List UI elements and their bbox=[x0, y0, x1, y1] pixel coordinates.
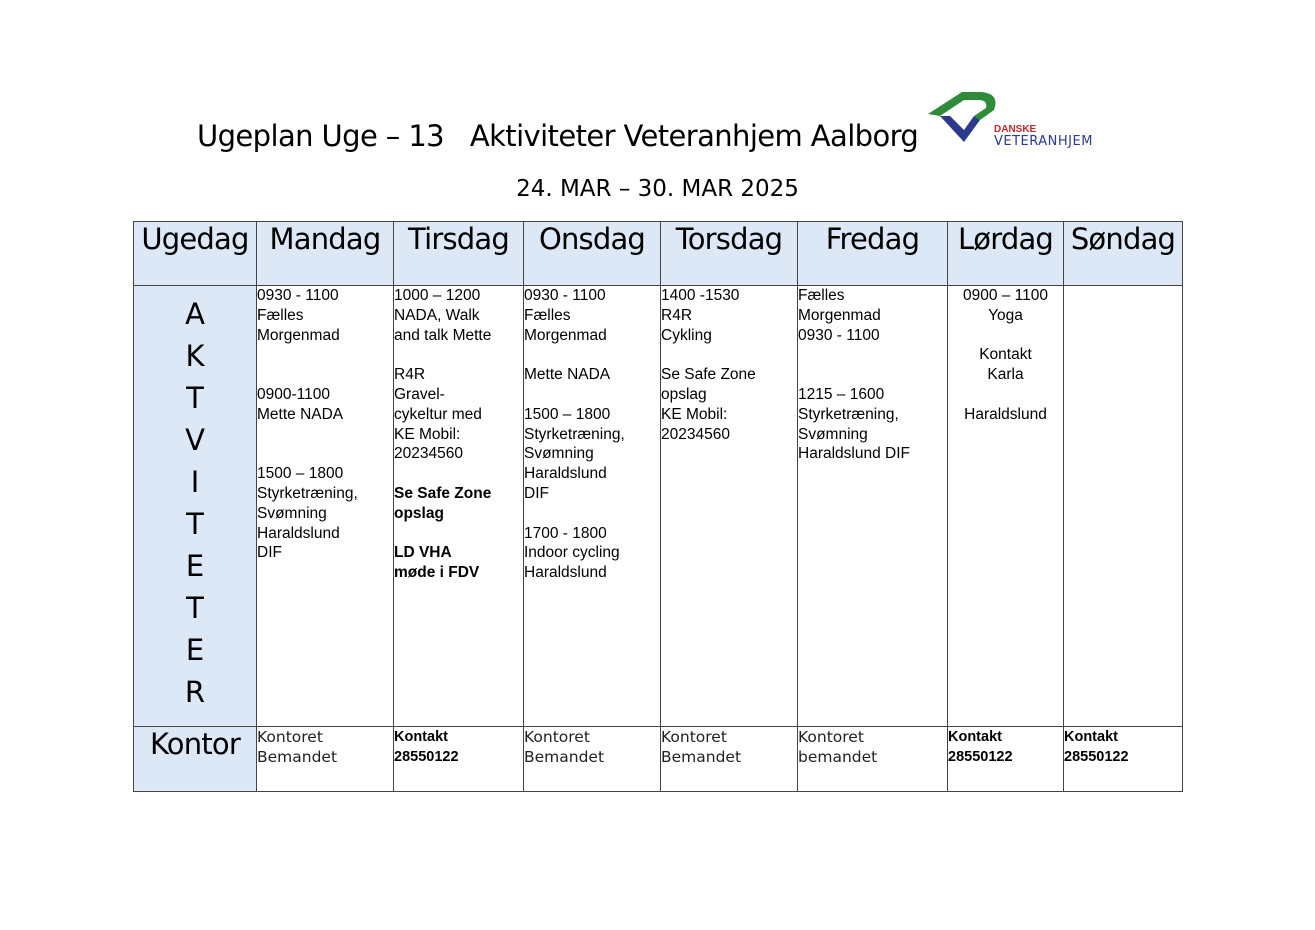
activity-line: Haraldslund DIF bbox=[798, 445, 910, 463]
activity-line: Morgenmad bbox=[524, 326, 607, 344]
activity-line: Morgenmad bbox=[798, 306, 881, 324]
activity-line bbox=[394, 345, 523, 365]
header-cell-day: Torsdag bbox=[661, 222, 798, 286]
activity-line: DIF bbox=[524, 484, 549, 502]
activity-cell-onsdag bbox=[524, 286, 661, 727]
activity-line: DIF bbox=[257, 544, 282, 562]
activity-line: 20234560 bbox=[661, 425, 730, 443]
activities-side-label bbox=[134, 286, 257, 727]
activity-line bbox=[257, 345, 393, 365]
danske-veteranhjem-logo bbox=[924, 88, 1124, 152]
activity-line: R4R bbox=[394, 366, 426, 384]
activities-label-letter: E bbox=[185, 633, 205, 667]
activity-line: 1500 – 1800 bbox=[257, 465, 344, 483]
page-title: Ugeplan Uge – 13 Aktiviteter Veteranhjem Aalborg bbox=[197, 119, 919, 153]
header-row bbox=[134, 222, 1183, 286]
activities-row bbox=[134, 286, 1183, 727]
activity-line: Svømning bbox=[798, 425, 868, 443]
activity-line bbox=[948, 326, 1063, 346]
office-cell bbox=[257, 727, 394, 792]
activity-cell-tirsdag bbox=[394, 286, 524, 727]
activity-line bbox=[524, 385, 660, 405]
activity-line bbox=[661, 345, 797, 365]
activity-cell-torsdag bbox=[661, 286, 798, 727]
activities-label-letter: V bbox=[185, 423, 205, 457]
activity-line: R4R bbox=[661, 306, 693, 324]
activity-line bbox=[798, 345, 947, 365]
activity-line: KE Mobil: bbox=[394, 425, 461, 443]
office-cell bbox=[1064, 727, 1183, 792]
activity-line: Haraldslund bbox=[257, 524, 340, 542]
activity-line: Gravel- bbox=[394, 385, 445, 403]
office-line: Kontakt bbox=[948, 729, 1002, 745]
activity-line: Fælles bbox=[798, 287, 845, 304]
activity-line: NADA, Walk bbox=[394, 306, 480, 324]
activities-label-letter: I bbox=[190, 465, 200, 499]
office-line: Bemandet bbox=[661, 748, 742, 766]
office-line: Kontoret bbox=[257, 728, 323, 746]
activity-line: opslag bbox=[394, 504, 444, 522]
activity-line: Styrketræning, bbox=[524, 425, 625, 443]
activity-line: Morgenmad bbox=[257, 326, 340, 344]
activities-label-letter: A bbox=[185, 297, 205, 331]
activity-line: Karla bbox=[987, 366, 1024, 384]
activity-line: 0930 - 1100 bbox=[524, 287, 606, 304]
office-line: Kontoret bbox=[524, 728, 590, 746]
activities-label-letter: E bbox=[185, 549, 205, 583]
header-cell-ugedag: Ugedag bbox=[134, 222, 257, 286]
office-cell bbox=[524, 727, 661, 792]
activity-line bbox=[257, 425, 393, 445]
activities-label-letter: T bbox=[186, 591, 204, 625]
activity-line bbox=[257, 444, 393, 464]
activity-line: 0900 – 1100 bbox=[962, 287, 1049, 304]
activity-line: Haraldslund bbox=[524, 564, 607, 582]
activities-label-letter: T bbox=[186, 381, 204, 415]
activity-line: 0930 - 1100 bbox=[798, 326, 880, 344]
office-cell bbox=[661, 727, 798, 792]
activity-line bbox=[394, 464, 523, 484]
activities-label-letter: K bbox=[185, 339, 205, 373]
activity-line: 1215 – 1600 bbox=[798, 385, 885, 403]
activity-line: 1000 – 1200 bbox=[394, 287, 481, 304]
activity-line bbox=[524, 504, 660, 524]
activity-line: Se Safe Zone bbox=[394, 484, 492, 502]
logo-line-2: VETERANHJEM bbox=[994, 134, 1093, 149]
header-cell-day: Onsdag bbox=[524, 222, 661, 286]
activity-line: møde i FDV bbox=[394, 564, 480, 582]
activity-line: Styrketræning, bbox=[257, 484, 358, 502]
activities-label-letter: T bbox=[186, 507, 204, 541]
office-line: 28550122 bbox=[394, 749, 459, 765]
activity-line: 0930 - 1100 bbox=[257, 287, 339, 304]
office-cell bbox=[798, 727, 948, 792]
office-line: 28550122 bbox=[1064, 749, 1129, 765]
header-cell-day: Lørdag bbox=[948, 222, 1064, 286]
week-plan-table bbox=[133, 221, 1183, 792]
activity-line: Se Safe Zone bbox=[661, 366, 756, 384]
activity-line: Styrketræning, bbox=[798, 405, 899, 423]
activity-cell-sondag bbox=[1064, 286, 1183, 727]
activity-line: Svømning bbox=[524, 445, 594, 463]
office-line: Kontakt bbox=[1064, 729, 1118, 745]
activity-line: Mette NADA bbox=[257, 405, 344, 423]
header-cell-day: Søndag bbox=[1064, 222, 1183, 286]
office-line: bemandet bbox=[798, 748, 878, 766]
logo-line-1: DANSKE bbox=[994, 124, 1037, 135]
office-line: Kontakt bbox=[394, 729, 448, 745]
office-cell bbox=[948, 727, 1064, 792]
activity-line: 0900-1100 bbox=[257, 385, 330, 403]
activity-line: Kontakt bbox=[979, 346, 1032, 364]
office-line: Kontoret bbox=[661, 728, 727, 746]
activity-line: Indoor cycling bbox=[524, 544, 620, 562]
activity-line bbox=[948, 385, 1063, 405]
activity-line: 1500 – 1800 bbox=[524, 405, 611, 423]
header-cell-day: Fredag bbox=[798, 222, 948, 286]
activity-line: Svømning bbox=[257, 504, 327, 522]
activity-cell-fredag bbox=[798, 286, 948, 727]
activities-label-letter: R bbox=[184, 675, 206, 709]
office-row bbox=[134, 727, 1183, 792]
activity-line: and talk Mette bbox=[394, 326, 492, 344]
office-line: Bemandet bbox=[257, 748, 338, 766]
office-line: Bemandet bbox=[524, 748, 605, 766]
activity-cell-mandag bbox=[257, 286, 394, 727]
activity-line: Fælles bbox=[524, 306, 571, 324]
activity-line: Yoga bbox=[988, 306, 1023, 324]
activity-line: Mette NADA bbox=[524, 366, 611, 384]
logo-mark-icon bbox=[928, 92, 996, 142]
activity-cell-lordag bbox=[948, 286, 1064, 727]
activity-line: 1700 - 1800 bbox=[524, 524, 607, 542]
page-subtitle: 24. MAR – 30. MAR 2025 bbox=[516, 176, 799, 202]
activity-line: Cykling bbox=[661, 326, 712, 344]
activity-line: KE Mobil: bbox=[661, 405, 728, 423]
activity-line bbox=[394, 524, 523, 544]
office-side-label: Kontor bbox=[134, 727, 257, 792]
activity-line: opslag bbox=[661, 385, 707, 403]
office-line: Kontoret bbox=[798, 728, 864, 746]
activity-line bbox=[257, 365, 393, 385]
office-line: 28550122 bbox=[948, 749, 1013, 765]
activity-line bbox=[798, 365, 947, 385]
office-cell bbox=[394, 727, 524, 792]
activity-line: Fælles bbox=[257, 306, 304, 324]
activity-line: cykeltur med bbox=[394, 405, 482, 423]
activity-line: Haraldslund bbox=[524, 465, 607, 483]
activity-line: Haraldslund bbox=[964, 405, 1047, 423]
activity-line: 20234560 bbox=[394, 445, 463, 463]
activity-line bbox=[524, 345, 660, 365]
header-cell-day: Tirsdag bbox=[394, 222, 524, 286]
activity-line: 1400 -1530 bbox=[661, 287, 740, 304]
header-cell-day: Mandag bbox=[257, 222, 394, 286]
activity-line: LD VHA bbox=[394, 544, 452, 562]
